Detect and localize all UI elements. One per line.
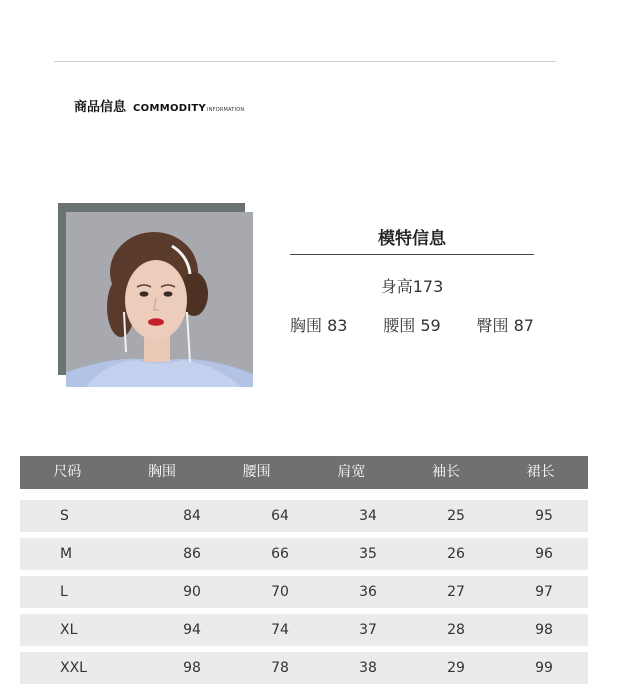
table-cell: 94 — [183, 622, 201, 638]
table-cell: 37 — [359, 622, 377, 638]
header-title-cn: 商品信息 — [74, 100, 127, 115]
top-divider — [54, 61, 556, 62]
table-row — [20, 652, 588, 684]
table-cell: XXL — [60, 660, 87, 676]
table-cell: 78 — [271, 660, 289, 676]
table-cell: 86 — [183, 546, 201, 562]
table-cell: 26 — [447, 546, 465, 562]
table-cell: 38 — [359, 660, 377, 676]
header-title-en-small: INFORMATION — [207, 107, 245, 113]
table-cell: 97 — [535, 584, 553, 600]
size-table-header — [20, 456, 588, 489]
table-row — [20, 538, 588, 570]
table-cell: 90 — [183, 584, 201, 600]
table-cell: L — [60, 584, 68, 600]
model-waist: 腰围 59 — [383, 316, 441, 335]
commodity-header — [74, 96, 244, 115]
header-title-en: COMMODITY — [133, 103, 207, 114]
table-cell: 35 — [359, 546, 377, 562]
table-row — [20, 500, 588, 532]
table-cell: 98 — [535, 622, 553, 638]
table-cell: 99 — [535, 660, 553, 676]
column-header: 裙长 — [526, 464, 555, 480]
table-cell: 96 — [535, 546, 553, 562]
table-cell: 70 — [271, 584, 289, 600]
model-photo — [66, 212, 253, 387]
table-cell: 25 — [447, 508, 465, 524]
model-info-divider — [290, 254, 534, 255]
column-header: 尺码 — [53, 464, 82, 480]
size-table — [20, 456, 588, 684]
column-header: 胸围 — [148, 464, 176, 480]
table-row — [20, 576, 588, 608]
table-cell: 74 — [271, 622, 289, 638]
column-header: 肩宽 — [337, 464, 366, 480]
table-cell: 64 — [271, 508, 289, 524]
table-cell: S — [60, 508, 69, 524]
column-header: 袖长 — [432, 464, 461, 480]
model-measures — [290, 313, 534, 336]
table-cell: 34 — [359, 508, 377, 524]
table-cell: 95 — [535, 508, 553, 524]
table-cell: 28 — [447, 622, 465, 638]
table-cell: 66 — [271, 546, 289, 562]
table-cell: M — [60, 546, 73, 562]
table-cell: XL — [60, 622, 78, 638]
model-info-title: 模特信息 — [378, 229, 446, 249]
table-cell: 36 — [359, 584, 377, 600]
model-bust: 胸围 83 — [290, 316, 348, 335]
table-cell: 84 — [183, 508, 201, 524]
column-header: 腰围 — [242, 464, 271, 480]
model-height: 身高173 — [380, 277, 444, 296]
model-hip: 臀围 87 — [476, 316, 534, 335]
table-row — [20, 614, 588, 646]
table-cell: 29 — [447, 660, 465, 676]
table-cell: 98 — [183, 660, 201, 676]
table-cell: 27 — [447, 584, 465, 600]
